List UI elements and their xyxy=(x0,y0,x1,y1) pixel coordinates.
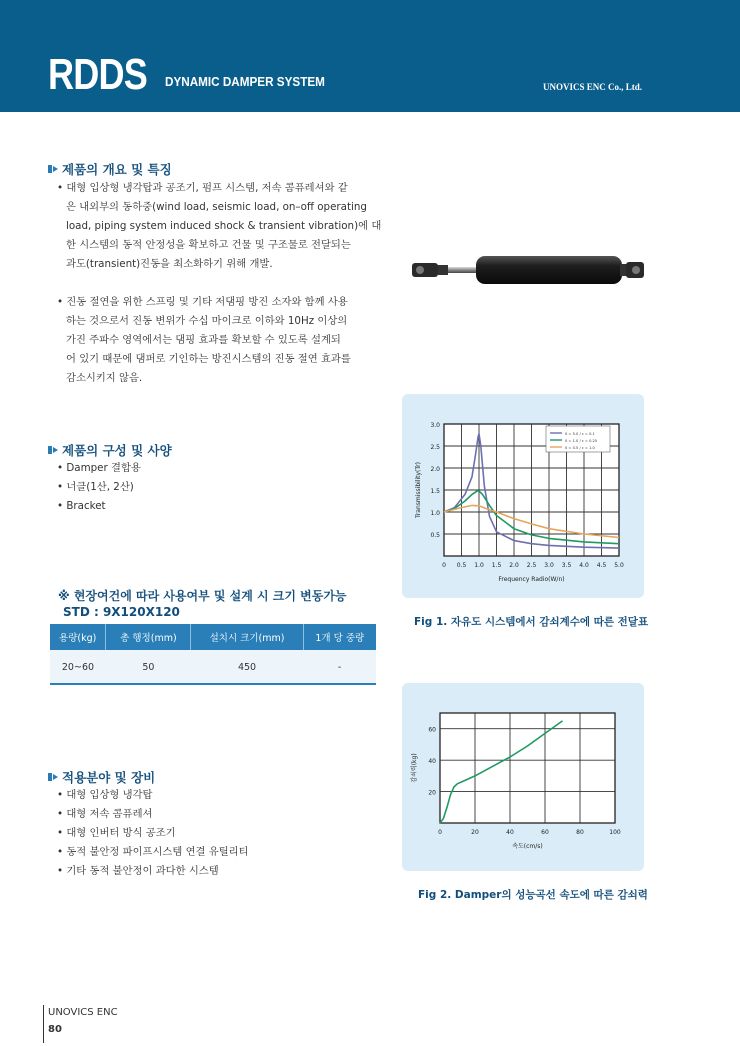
figure-2-caption: Fig 2. Damper의 성능곡선 속도에 따른 감쇠력 xyxy=(418,889,648,901)
page-number: 80 xyxy=(48,1024,62,1035)
y-tick-label: 2.0 xyxy=(430,466,440,473)
table-bottom-rule xyxy=(50,683,376,685)
y-axis-label: Transmissibility(Tr) xyxy=(415,462,422,518)
section-marker-icon xyxy=(48,164,58,174)
spec-note: ※ 현장여건에 따라 사용여부 및 설계 시 크기 변동가능 xyxy=(58,589,347,603)
table-cell: 20~60 xyxy=(50,650,106,684)
x-tick-label: 4.5 xyxy=(596,562,607,569)
product-logo: RDDS xyxy=(48,50,147,99)
overview-paragraph-1: • 대형 입상형 냉각탑과 공조기, 펌프 시스템, 저속 콤퓨레셔와 같 은 내외부의 동하중(wind load, seismic load, on–off operating load, piping system induced shock & transient vibration)에 대 한 시스템의 동적 안정성을 확보하고 건물 및 구조물로 전달되는 과도(transient)진동을 최소화하기 위해 개발. xyxy=(57,182,382,270)
x-tick-label: 0 xyxy=(438,829,442,836)
x-axis-label: 속도(cm/s) xyxy=(512,843,543,850)
y-tick-label: 3.0 xyxy=(430,422,440,429)
applications-list xyxy=(57,786,249,881)
section-marker-icon xyxy=(48,772,58,782)
x-tick-label: 100 xyxy=(609,829,621,836)
footer-company: UNOVICS ENC xyxy=(48,1007,118,1018)
figure-1-panel xyxy=(402,394,644,598)
table-cell: 50 xyxy=(106,650,191,684)
composition-list xyxy=(57,459,141,516)
x-tick-label: 0.5 xyxy=(456,562,467,569)
x-tick-label: 2.0 xyxy=(509,562,519,569)
y-axis-label: 감쇠력(kg) xyxy=(411,753,418,783)
page-header xyxy=(0,0,740,112)
spec-table xyxy=(50,624,376,684)
legend-label: 0 = 0.5 / c = 1.0 xyxy=(565,446,595,450)
x-tick-label: 40 xyxy=(506,829,514,836)
transmissibility-chart xyxy=(402,394,644,598)
overview-paragraph-2: • 진동 절연을 위한 스프링 및 기타 저댐핑 방진 소자와 함께 사용 하는 것으로서 진동 변위가 수십 마이크로 이하와 10Hz 이상의 가진 주파수 영역에서는 댐핑 효과를 확보할 수 있도록 설계되 어 있기 때문에 댐퍼로 기인하는 방진시스템의 진동 절연 효과를 감소시키지 않음. xyxy=(57,296,351,384)
table-header: 용량(kg) xyxy=(50,624,106,650)
section-title-overview: 제품의 개요 및 특징 xyxy=(48,160,172,178)
x-tick-label: 80 xyxy=(576,829,584,836)
list-item: • 대형 입상형 냉각탑 xyxy=(57,789,153,801)
damping-force-chart xyxy=(402,683,644,871)
x-tick-label: 5.0 xyxy=(614,562,624,569)
y-tick-label: 20 xyxy=(428,789,436,797)
table-header: 설치시 크기(mm) xyxy=(191,624,303,650)
x-tick-label: 60 xyxy=(541,829,549,836)
damper-product-image xyxy=(408,250,648,290)
x-tick-label: 2.5 xyxy=(526,562,537,569)
spec-standard: STD : 9X120X120 xyxy=(63,605,180,619)
table-row xyxy=(50,650,376,684)
y-tick-label: 60 xyxy=(428,726,436,734)
y-tick-label: 0.5 xyxy=(430,532,440,539)
x-tick-label: 1.5 xyxy=(491,562,502,569)
list-item: • Bracket xyxy=(57,500,106,512)
legend-label: 0 = 5.0 / c = 0.1 xyxy=(565,432,595,436)
section-title-applications: 적용분야 및 장비 xyxy=(48,768,155,786)
product-subtitle: DYNAMIC DAMPER SYSTEM xyxy=(165,74,325,89)
table-cell: - xyxy=(303,650,376,684)
list-item: • 기타 동적 불안정이 과다한 시스템 xyxy=(57,865,219,877)
list-item: • Damper 결합용 xyxy=(57,462,141,474)
y-tick-label: 1.0 xyxy=(430,510,440,517)
company-name: UNOVICS ENC Co., Ltd. xyxy=(543,82,643,92)
table-header-row xyxy=(50,624,376,650)
x-tick-label: 4.0 xyxy=(579,562,589,569)
footer-rule xyxy=(43,1005,44,1043)
y-tick-label: 2.5 xyxy=(430,444,440,451)
x-tick-label: 20 xyxy=(471,829,479,836)
table-cell: 450 xyxy=(191,650,303,684)
table-header: 총 행정(mm) xyxy=(106,624,191,650)
x-tick-label: 1.0 xyxy=(474,562,484,569)
list-item: • 대형 인버터 방식 공조기 xyxy=(57,827,176,839)
y-tick-label: 1.5 xyxy=(430,488,440,495)
list-item: • 동적 불안정 파이프시스템 연결 유틸리티 xyxy=(57,846,249,858)
x-tick-label: 3.0 xyxy=(544,562,554,569)
legend-label: 0 = 1.0 / c = 0.25 xyxy=(565,439,598,443)
x-tick-label: 0 xyxy=(442,562,446,569)
x-tick-label: 3.5 xyxy=(561,562,572,569)
plot-area xyxy=(440,713,615,823)
list-item: • 너클(1산, 2산) xyxy=(57,481,134,493)
figure-1-caption: Fig 1. 자유도 시스템에서 감쇠계수에 따른 전달표 xyxy=(414,616,649,628)
section-title-composition: 제품의 구성 및 사양 xyxy=(48,441,172,459)
section-marker-icon xyxy=(48,445,58,455)
x-axis-label: Frequency Radio(W/n) xyxy=(498,576,565,583)
y-tick-label: 40 xyxy=(428,758,436,766)
list-item: • 대형 저속 콤퓨레셔 xyxy=(57,808,153,820)
figure-2-panel xyxy=(402,683,644,871)
table-header: 1개 당 중량 xyxy=(303,624,376,650)
